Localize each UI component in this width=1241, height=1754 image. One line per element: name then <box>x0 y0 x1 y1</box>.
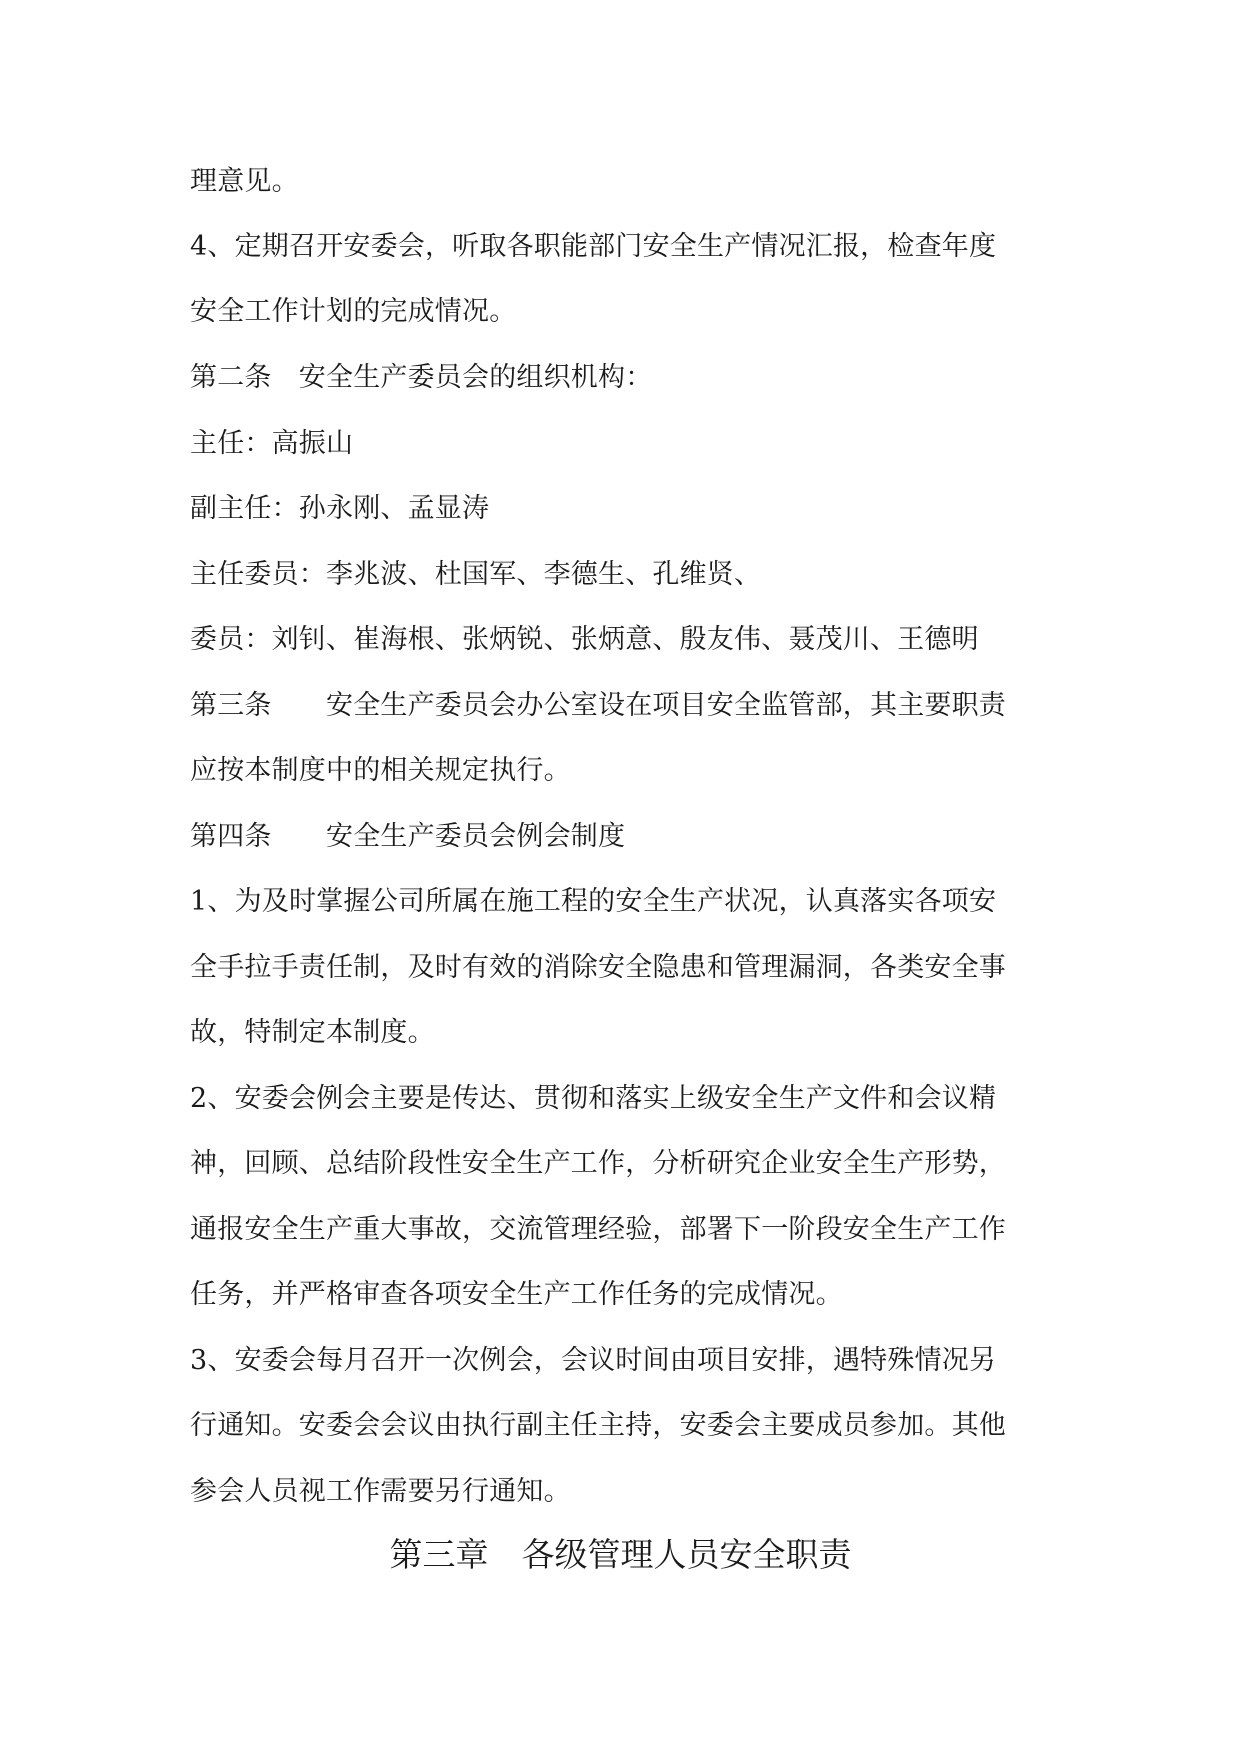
text-line: 神，回顾、总结阶段性安全生产工作，分析研究企业安全生产形势， <box>190 1148 1006 1179</box>
text-line: 参会人员视工作需要另行通知。 <box>190 1476 571 1507</box>
chapter-heading: 第三章 各级管理人员安全职责 <box>389 1535 852 1574</box>
text-line: 委员：刘钊、崔海根、张炳锐、张炳意、殷友伟、聂茂川、王德明 <box>190 624 979 655</box>
text-line: 故，特制定本制度。 <box>190 1017 435 1048</box>
text-line: 1、为及时掌握公司所属在施工程的安全生产状况，认真落实各项安 <box>190 886 997 917</box>
text-line: 通报安全生产重大事故，交流管理经验，部署下一阶段安全生产工作 <box>190 1214 1006 1245</box>
text-line: 2、安委会例会主要是传达、贯彻和落实上级安全生产文件和会议精 <box>190 1083 997 1114</box>
text-line: 副主任：孙永刚、孟显涛 <box>190 493 490 524</box>
section-article-2: 第二条 安全生产委员会的组织机构： <box>190 362 653 393</box>
text-line: 全手拉手责任制，及时有效的消除安全隐患和管理漏洞，各类安全事 <box>190 952 1006 983</box>
text-line: 行通知。安委会会议由执行副主任主持，安委会主要成员参加。其他 <box>190 1410 1006 1441</box>
text-line: 3、安委会每月召开一次例会，会议时间由项目安排，遇特殊情况另 <box>190 1345 997 1376</box>
section-article-4: 第四条 安全生产委员会例会制度 <box>190 821 626 852</box>
text-line: 理意见。 <box>190 166 299 197</box>
text-line: 任务，并严格审查各项安全生产工作任务的完成情况。 <box>190 1279 843 1310</box>
text-line: 主任委员：李兆波、杜国军、李德生、孔维贤、 <box>190 559 762 590</box>
text-line: 主任：高振山 <box>190 428 354 459</box>
text-line: 4、定期召开安委会，听取各职能部门安全生产情况汇报，检查年度 <box>190 231 997 262</box>
section-article-3: 第三条 安全生产委员会办公室设在项目安全监管部，其主要职责 <box>190 690 1006 721</box>
text-line: 安全工作计划的完成情况。 <box>190 296 517 327</box>
text-line: 应按本制度中的相关规定执行。 <box>190 755 571 786</box>
